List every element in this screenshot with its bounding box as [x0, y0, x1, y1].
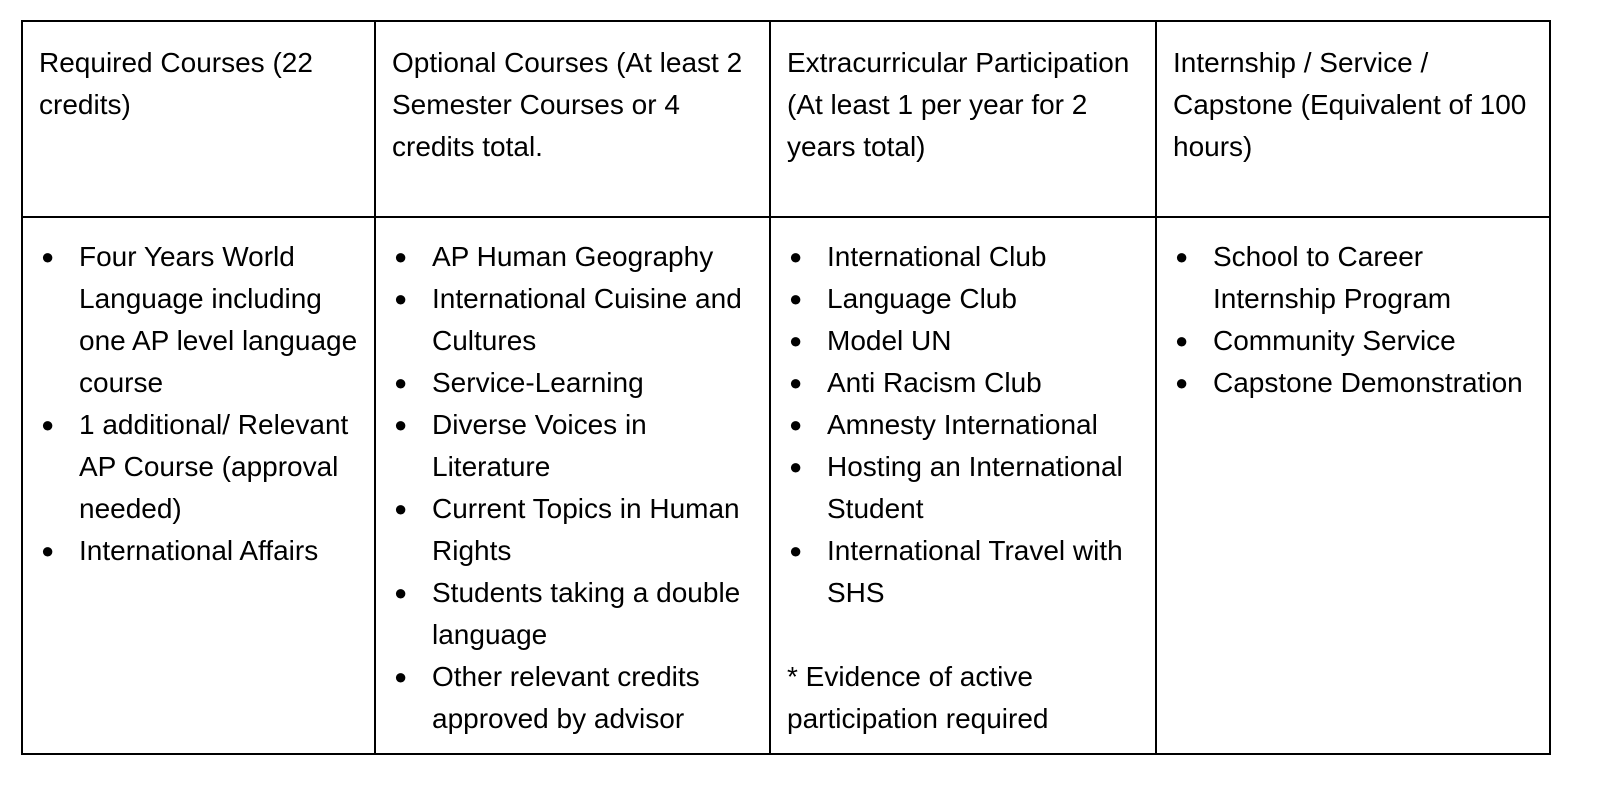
- optional-courses-list: [392, 236, 755, 740]
- list-item: [39, 404, 360, 530]
- list-item: [392, 236, 755, 278]
- list-item: [39, 530, 360, 572]
- list-item-text: Current Topics in Human Rights: [432, 493, 740, 566]
- bullet-icon: ●: [789, 454, 803, 479]
- list-item-text: International Cuisine and Cultures: [432, 283, 742, 356]
- list-item-text: Amnesty International: [827, 409, 1098, 440]
- bullet-icon: ●: [789, 244, 803, 269]
- bullet-icon: ●: [41, 244, 55, 269]
- list-item: [392, 362, 755, 404]
- bullet-icon: ●: [394, 370, 408, 395]
- list-item: [392, 404, 755, 488]
- list-item-text: Model UN: [827, 325, 952, 356]
- list-item: [1173, 236, 1535, 320]
- list-item-text: Students taking a double language: [432, 577, 741, 650]
- list-item: [787, 530, 1141, 614]
- list-item: [392, 656, 755, 740]
- extracurricular-list: [787, 236, 1141, 614]
- extracurricular-cell: [770, 217, 1156, 754]
- participation-note: * Evidence of active participation required: [787, 661, 1049, 734]
- bullet-icon: ●: [789, 412, 803, 437]
- bullet-icon: ●: [789, 538, 803, 563]
- header-optional-courses: Optional Courses (At least 2 Semester Courses or 4 credits total.: [375, 21, 770, 217]
- list-item: [787, 320, 1141, 362]
- list-item: [392, 278, 755, 362]
- bullet-icon: ●: [394, 496, 408, 521]
- list-item: [787, 236, 1141, 278]
- list-item: [392, 488, 755, 572]
- list-item-text: Language Club: [827, 283, 1017, 314]
- list-item-text: 1 additional/ Relevant AP Course (approval needed): [79, 409, 349, 524]
- bullet-icon: ●: [789, 370, 803, 395]
- list-item-text: International Club: [827, 241, 1047, 272]
- bullet-icon: ●: [394, 580, 408, 605]
- bullet-icon: ●: [1175, 244, 1189, 269]
- list-item: [787, 446, 1141, 530]
- header-row: [22, 21, 1550, 217]
- internship-list: [1173, 236, 1535, 404]
- list-item: [787, 278, 1141, 320]
- internship-cell: [1156, 217, 1550, 754]
- list-item: [1173, 320, 1535, 362]
- bullet-icon: ●: [41, 538, 55, 563]
- required-courses-cell: [22, 217, 375, 754]
- list-item: [787, 362, 1141, 404]
- header-internship-service-capstone: Internship / Service / Capstone (Equivalent of 100 hours): [1156, 21, 1550, 217]
- list-item: [787, 404, 1141, 446]
- list-item-text: Capstone Demonstration: [1213, 367, 1523, 398]
- list-item-text: International Affairs: [79, 535, 319, 566]
- bullet-icon: ●: [394, 412, 408, 437]
- header-required-courses: Required Courses (22 credits): [22, 21, 375, 217]
- bullet-icon: ●: [394, 244, 408, 269]
- header-extracurricular: Extracurricular Participation (At least 1 per year for 2 years total): [770, 21, 1156, 217]
- list-item-text: Other relevant credits approved by advisor: [432, 661, 700, 734]
- list-item-text: International Travel with SHS: [827, 535, 1123, 608]
- bullet-icon: ●: [789, 286, 803, 311]
- list-item-text: Anti Racism Club: [827, 367, 1042, 398]
- bullet-icon: ●: [41, 412, 55, 437]
- bullet-icon: ●: [1175, 370, 1189, 395]
- list-item-text: Hosting an International Student: [827, 451, 1123, 524]
- list-item-text: Four Years World Language including one AP level language course: [79, 241, 358, 398]
- list-item: [1173, 362, 1535, 404]
- list-item-text: Community Service: [1213, 325, 1456, 356]
- bullet-icon: ●: [1175, 328, 1189, 353]
- list-item-text: AP Human Geography: [432, 241, 714, 272]
- list-item-text: Service-Learning: [432, 367, 644, 398]
- required-courses-list: [39, 236, 360, 572]
- bullet-icon: ●: [789, 328, 803, 353]
- requirements-table: [21, 20, 1551, 755]
- content-row: [22, 217, 1550, 754]
- list-item: [39, 236, 360, 404]
- bullet-icon: ●: [394, 664, 408, 689]
- optional-courses-cell: [375, 217, 770, 754]
- list-item-text: Diverse Voices in Literature: [432, 409, 647, 482]
- list-item: [392, 572, 755, 656]
- list-item-text: School to Career Internship Program: [1213, 241, 1452, 314]
- bullet-icon: ●: [394, 286, 408, 311]
